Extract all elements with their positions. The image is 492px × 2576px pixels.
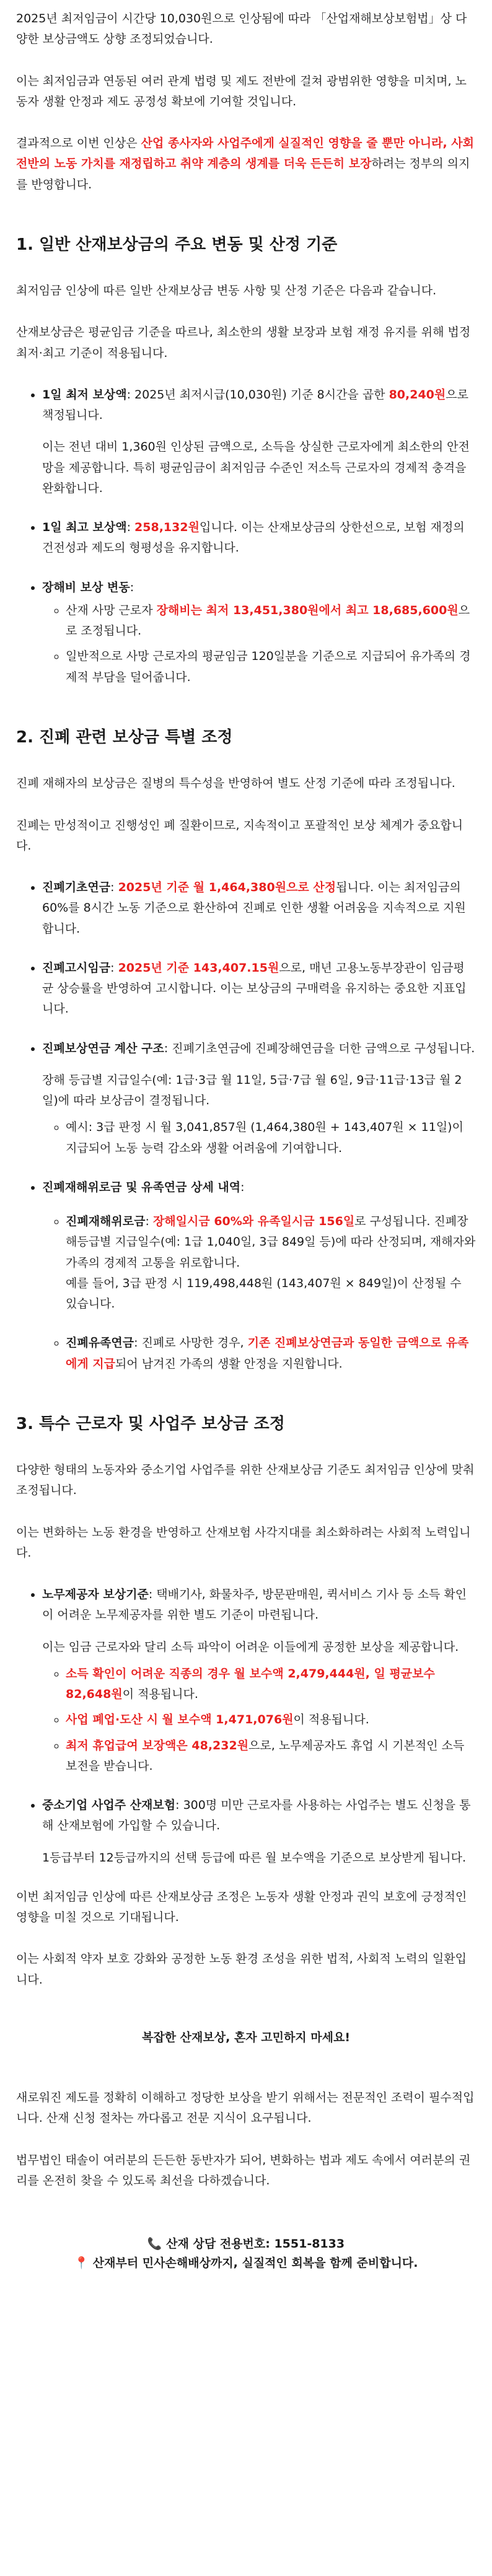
intro-paragraph-1: 2025년 최저임금이 시간당 10,030원으로 인상됨에 따라 「산업재해보상보험법」상 다양한 보상금액도 상향 조정되었습니다.	[16, 12, 467, 46]
max-comp-amount: 258,132원	[134, 521, 200, 535]
section-3-paragraph-4: 이는 사회적 약자 보호 강화와 공정한 노동 환경 조성을 위한 법적, 사회적 노력의 일환입니다.	[16, 1952, 467, 1987]
pension-calc-text: : 진폐기초연금에 진폐장해연금을 더한 금액으로 구성됩니다.	[164, 1041, 475, 1055]
consolation-details-colon: :	[240, 1180, 245, 1194]
list-item-basic-pension	[42, 877, 476, 939]
consolation-text-b: 로 구성됩니다. 진폐장해등급별 지급일수(예: 1급 1,040일, 3급 849일 등)에 따라 산정되며, 재해자와 가족의 경제적 고통을 위로합니다.	[66, 1215, 476, 1270]
cta-paragraph-1: 새로워진 제도를 정확히 이해하고 정당한 보상을 받기 위해서는 전문적인 조력이 필수적입니다. 산재 신청 절차는 까다롭고 전문 지식이 요구됩니다.	[16, 2091, 475, 2125]
slogan-text: 산재부터 민사손해배상까지, 실질적인 회복을 함께 준비합니다.	[92, 2256, 418, 2270]
section-1-list	[16, 385, 476, 688]
section-1-heading: 1. 일반 산재보상금의 주요 변동 및 산정 기준	[16, 235, 338, 254]
pension-calc-label: 진폐보상연금 계산 구조	[42, 1041, 164, 1055]
disability-sub1-highlight: 장해비는 최저 13,451,380원에서 최고 18,685,600원	[156, 603, 459, 617]
list-item-min-compensation	[42, 385, 476, 499]
notified-wage-label: 진폐고시임금	[42, 961, 111, 975]
survivor-label: 진폐유족연금	[66, 1336, 134, 1350]
consolation-text-a: :	[145, 1215, 153, 1229]
min-comp-text-b: 으로 책정됩니다.	[42, 387, 468, 423]
labor-provider-sub2-text: 이 적용됩니다.	[293, 1713, 369, 1727]
section-2-heading: 2. 진폐 관련 보상금 특별 조정	[16, 728, 233, 747]
section-2-list	[16, 877, 476, 1374]
survivor-sub-item	[66, 1333, 476, 1374]
list-item-consolation-details	[42, 1177, 476, 1374]
list-item-pension-calc	[42, 1039, 476, 1159]
consolation-sub-item	[66, 1211, 476, 1314]
disability-sub-item-2: ◦ 일반적으로 사망 근로자의 평균임금 120일분을 기준으로 지급되어 유가족의 경제적 부담을 덜어줍니다.	[66, 646, 476, 688]
labor-provider-label: 노무제공자 보상기준	[42, 1588, 149, 1602]
disability-sublist	[42, 600, 476, 688]
labor-provider-sub-3	[66, 1736, 476, 1777]
notified-wage-text-b: 으로, 매년 고용노동부장관이 임금평균 상승률을 반영하여 고시합니다. 이는 보상금의 구매력을 유지하는 중요한 지표입니다.	[42, 961, 467, 1016]
phone-text: 산재 상담 전용번호: 1551-8133	[166, 2237, 345, 2251]
disability-colon: :	[130, 580, 134, 594]
consolation-sublist	[42, 1211, 476, 1374]
sme-owner-detail: 1등급부터 12등급까지의 선택 등급에 따른 월 보수액을 기준으로 보상받게 됩니다.	[42, 1850, 466, 1865]
max-comp-text-a: :	[126, 521, 135, 535]
disability-sub1-b: 으로 조정됩니다.	[66, 603, 470, 638]
basic-pension-text-b: 됩니다. 이는 최저임금의 60%를 8시간 노동 기준으로 환산하여 진폐로 인한 생활 어려움을 지속적으로 지원합니다.	[42, 881, 466, 936]
pension-calc-detail: 장해 등급별 지급일수(예: 1급·3급 월 11일, 5급·7급 월 6일, 9급·11급·13급 월 2일)에 따라 보상금이 결정됩니다.	[42, 1073, 462, 1108]
labor-provider-sub-2	[66, 1710, 476, 1730]
labor-provider-sub1-text: 이 적용됩니다.	[122, 1687, 198, 1702]
labor-provider-sub3-text: 으로, 노무제공자도 휴업 시 기본적인 소득 보전을 받습니다.	[66, 1738, 465, 1773]
intro-paragraph-3	[16, 133, 476, 195]
list-item-sme-owner	[42, 1795, 476, 1868]
section-3-paragraph-1: 다양한 형태의 노동자와 중소기업 사업주를 위한 산재보상금 기준도 최저임금 인상에 맞춰 조정됩니다.	[16, 1463, 475, 1498]
disability-label: 장해비 보상 변동	[42, 580, 130, 594]
slogan-line	[16, 2254, 476, 2272]
min-comp-label: 1일 최저 보상액	[42, 387, 127, 402]
intro-paragraph-2: 이는 최저임금과 연동된 여러 관계 법령 및 제도 전반에 걸쳐 광범위한 영향을 미치며, 노동자 생활 안정과 제도 공정성 확보에 기여할 것입니다.	[16, 74, 467, 108]
section-3-list	[16, 1585, 476, 1868]
intro-p3-text-b: 하려는 정부의 의지를 반영합니다.	[16, 157, 470, 191]
list-item-disability	[42, 578, 476, 688]
section-2-paragraph-1: 진폐 재해자의 보상금은 질병의 특수성을 반영하여 별도 산정 기준에 따라 조정됩니다.	[16, 776, 455, 791]
min-comp-amount: 80,240원	[389, 387, 446, 402]
section-3-paragraph-2: 이는 변화하는 노동 환경을 반영하고 산재보험 사각지대를 최소화하려는 사회적 노력입니다.	[16, 1525, 471, 1560]
labor-provider-sub1-highlight: 소득 확인이 어려운 직종의 경우 월 보수액 2,479,444원, 일 평균보수 82,648원	[66, 1666, 435, 1702]
min-comp-text-a: : 2025년 최저시급(10,030원) 기준 8시간을 곱한	[126, 387, 389, 402]
consolation-example: 예를 들어, 3급 판정 시 119,498,448원 (143,407원 × 849일)이 산정될 수 있습니다.	[66, 1276, 462, 1311]
basic-pension-text-a: :	[110, 881, 118, 895]
labor-provider-sub-1	[66, 1664, 476, 1705]
labor-provider-text: : 택배기사, 화물차주, 방문판매원, 퀵서비스 기사 등 소득 확인이 어려운 노무제공자를 위한 별도 기준이 마련됩니다.	[42, 1588, 467, 1622]
consolation-highlight: 장해일시금 60%와 유족일시금 156일	[152, 1215, 355, 1229]
survivor-highlight: 기존 진폐보상연금과 동일한 금액으로 유족에게 지급	[66, 1336, 469, 1371]
labor-provider-sub2-highlight: 사업 폐업·도산 시 월 보수액 1,471,076원	[66, 1713, 294, 1727]
max-comp-text-b: 입니다. 이는 산재보상금의 상한선으로, 보험 재정의 건전성과 제도의 형평성을 유지합니다.	[42, 521, 465, 555]
list-item-max-compensation	[42, 517, 476, 559]
labor-provider-detail: 이는 임금 근로자와 달리 소득 파악이 어려운 이들에게 공정한 보상을 제공합니다.	[42, 1640, 459, 1654]
intro-p3-highlight: 산업 종사자와 사업주에게 실질적인 영향을 줄 뿐만 아니라, 사회 전반의 노동 가치를 재정립하고 취약 계층의 생계를 더욱 든든히 보장	[16, 136, 475, 171]
consolation-details-label: 진폐재해위로금 및 유족연금 상세 내역	[42, 1180, 241, 1194]
disability-sub-item-1	[66, 600, 476, 642]
intro-p3-text-a: 결과적으로 이번 인상은	[16, 136, 141, 150]
min-comp-detail: 이는 전년 대비 1,360원 인상된 금액으로, 소득을 상실한 근로자에게 최소한의 안전망을 제공합니다. 특히 평균임금이 최저임금 수준인 저소득 근로자의 경제적 충격을 완화합니다.	[42, 440, 470, 495]
section-1-paragraph-2: 산재보상금은 평균임금 기준을 따르나, 최소한의 생활 보장과 보험 재정 유지를 위해 법정 최저·최고 기준이 적용됩니다.	[16, 325, 471, 360]
notified-wage-text-a: :	[110, 961, 118, 975]
phone-icon: 📞	[147, 2237, 162, 2251]
phone-line[interactable]	[16, 2235, 476, 2253]
list-item-labor-provider	[42, 1585, 476, 1777]
cta-title: 복잡한 산재보상, 혼자 고민하지 마세요!	[141, 2030, 350, 2044]
notified-wage-highlight: 2025년 기준 143,407.15원	[118, 961, 279, 975]
contact-block	[16, 2235, 476, 2272]
section-2-paragraph-2: 진폐는 만성적이고 진행성인 폐 질환이므로, 지속적이고 포괄적인 보상 체계가 중요합니다.	[16, 818, 463, 853]
basic-pension-highlight: 2025년 기준 월 1,464,380원으로 산정	[118, 881, 336, 895]
labor-provider-sublist	[42, 1664, 476, 1777]
section-1-paragraph-1: 최저임금 인상에 따른 일반 산재보상금 변동 사항 및 산정 기준은 다음과 같습니다.	[16, 284, 437, 298]
sme-owner-label: 중소기업 사업주 산재보험	[42, 1798, 176, 1813]
pension-calc-example: ◦ 예시: 3급 판정 시 월 3,041,857원 (1,464,380원 + 143,407원 × 11일)이 지급되어 노동 능력 감소와 생활 어려움에 기여합니다.	[66, 1117, 476, 1159]
survivor-text-a: : 진폐로 사망한 경우,	[134, 1336, 248, 1350]
map-pin-icon: 📍	[74, 2256, 89, 2270]
basic-pension-label: 진폐기초연금	[42, 881, 111, 895]
disability-sub1-a: 산재 사망 근로자	[66, 603, 157, 617]
max-comp-label: 1일 최고 보상액	[42, 521, 127, 535]
list-item-notified-wage	[42, 958, 476, 1020]
survivor-text-b: 되어 남겨진 가족의 생활 안정을 지원합니다.	[115, 1356, 343, 1371]
sme-owner-text: : 300명 미만 근로자를 사용하는 사업주는 별도 신청을 통해 산재보험에 가입할 수 있습니다.	[42, 1798, 471, 1833]
section-3-heading: 3. 특수 근로자 및 사업주 보상금 조정	[16, 1414, 285, 1433]
cta-paragraph-2: 법무법인 태솔이 여러분의 든든한 동반자가 되어, 변화하는 법과 제도 속에서 여러분의 권리를 온전히 찾을 수 있도록 최선을 다하겠습니다.	[16, 2153, 471, 2187]
consolation-label: 진폐재해위로금	[66, 1215, 146, 1229]
labor-provider-sub3-highlight: 최저 휴업급여 보장액은 48,232원	[66, 1738, 249, 1752]
section-3-paragraph-3: 이번 최저임금 인상에 따른 산재보상금 조정은 노동자 생활 안정과 권익 보호에 긍정적인 영향을 미칠 것으로 기대됩니다.	[16, 1889, 467, 1925]
pension-calc-sublist	[42, 1117, 476, 1159]
